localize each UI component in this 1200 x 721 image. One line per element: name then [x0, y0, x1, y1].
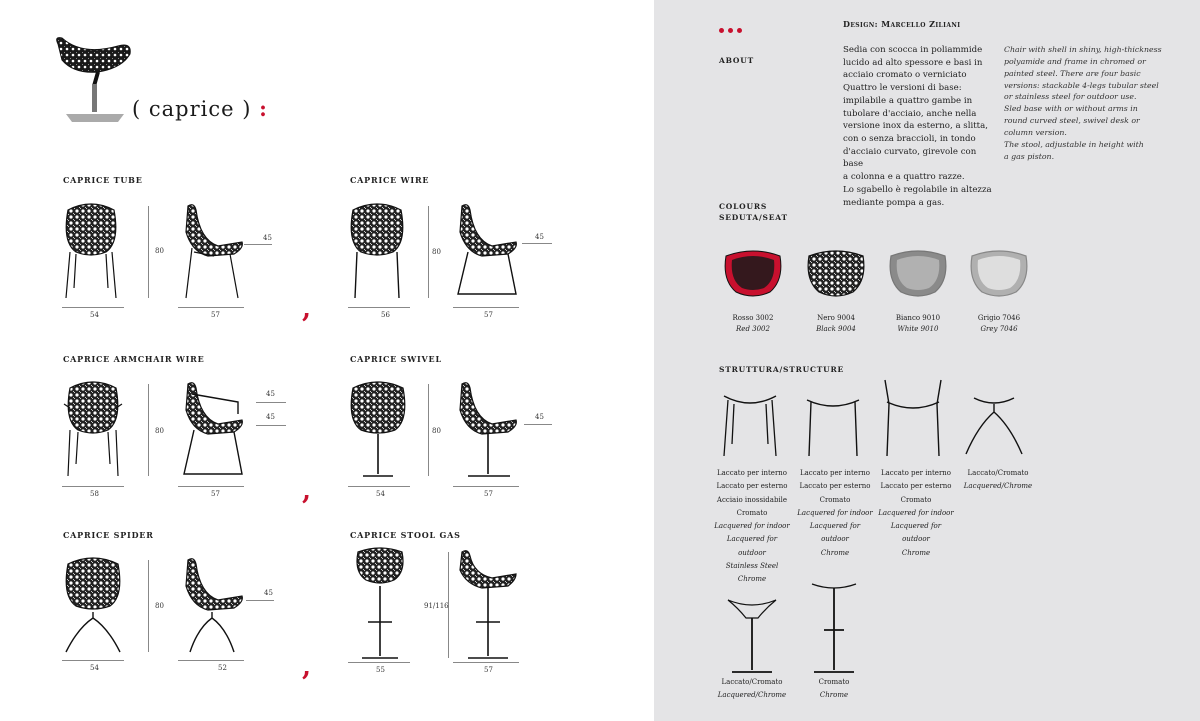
- product-title-stool-gas: CAPRICE STOOL GAS: [350, 530, 461, 540]
- swivel-height-line: [428, 384, 429, 476]
- hero-chair-photo: [52, 34, 134, 128]
- structure-caption-2: Laccato per interno Laccato per esterno Cromato Lacquered for indoor Lacquered for outdoor Chrome: [797, 469, 873, 557]
- wire-seat-dim: 45: [535, 233, 544, 241]
- colours-label: COLOURS SEDUTA/SEAT: [719, 202, 788, 222]
- brand-mark: :: [259, 96, 268, 121]
- swatch-caption-black: Nero 9004 Black 9004: [816, 314, 856, 334]
- armchair-width-dim: 58: [90, 490, 99, 498]
- spider-depth-line: [178, 660, 244, 661]
- brand-title: [132, 96, 268, 121]
- structure-wire-drawing: [803, 388, 863, 458]
- wire-front-drawing: [347, 202, 407, 302]
- wire-depth-dim: 57: [484, 311, 493, 319]
- spider-depth-dim: 52: [218, 664, 227, 672]
- brand-name: ( caprice ): [132, 97, 252, 121]
- swatch-red: [722, 250, 784, 300]
- separator-comma-3: ,: [302, 652, 312, 682]
- armchair-arm-dim: 45: [266, 390, 275, 398]
- structure-tube-drawing: [720, 388, 780, 458]
- product-title-wire: CAPRICE WIRE: [350, 175, 430, 185]
- swivel-width-dim: 54: [376, 490, 385, 498]
- structure-label: STRUTTURA/STRUCTURE: [719, 365, 845, 374]
- wire-width-line: [348, 307, 410, 308]
- wire-width-dim: 56: [381, 311, 390, 319]
- armchair-depth-dim: 57: [211, 490, 220, 498]
- wire-side-drawing: [452, 202, 522, 302]
- spider-width-line: [62, 660, 124, 661]
- designer-credit: Design: Marcello Ziliani: [843, 19, 961, 29]
- armchair-height-dim: 80: [155, 427, 164, 435]
- armchair-seat-dim: 45: [266, 413, 275, 421]
- structure-armchair-drawing: [881, 376, 945, 458]
- spider-height-line: [148, 560, 149, 652]
- spider-width-dim: 54: [90, 664, 99, 672]
- spider-front-drawing: [62, 556, 124, 656]
- structure-caption-4: Laccato/Cromato Lacquered/Chrome: [963, 469, 1033, 491]
- swivel-depth-line: [453, 486, 519, 487]
- swivel-height-dim: 80: [432, 427, 441, 435]
- tube-depth-line: [178, 307, 244, 308]
- spider-side-drawing: [178, 556, 250, 656]
- swivel-width-line: [348, 486, 410, 487]
- product-title-swivel: CAPRICE SWIVEL: [350, 354, 442, 364]
- tube-depth-dim: 57: [211, 311, 220, 319]
- wire-depth-line: [453, 307, 519, 308]
- tube-width-line: [62, 307, 124, 308]
- stool-width-line: [348, 662, 410, 663]
- product-title-armchair-wire: CAPRICE ARMCHAIR WIRE: [63, 354, 205, 364]
- swatch-caption-grey: Grigio 7046 Grey 7046: [977, 314, 1021, 334]
- structure-caption-1: Laccato per interno Laccato per esterno Acciaio inossidabile Cromato Lacquered for indoor Lacquered for outdoor Stainless Steel Chrome: [714, 469, 790, 584]
- stool-height-dim: 91/116: [424, 602, 449, 610]
- stool-front-drawing: [352, 546, 408, 662]
- spider-height-dim: 80: [155, 602, 164, 610]
- tube-width-dim: 54: [90, 311, 99, 319]
- structure-caption-5: Laccato/Cromato Lacquered/Chrome: [717, 678, 787, 700]
- spider-seat-line: [246, 600, 274, 601]
- swatch-caption-red: Rosso 3002 Red 3002: [732, 314, 774, 334]
- separator-comma-1: ,: [302, 294, 312, 324]
- product-title-tube: CAPRICE TUBE: [63, 175, 143, 185]
- structure-stool-drawing: [806, 578, 862, 676]
- swivel-seat-dim: 45: [535, 413, 544, 421]
- structure-caption-3: Laccato per interno Laccato per esterno Cromato Lacquered for indoor Lacquered for outdoor Chrome: [878, 469, 954, 557]
- swatch-grey: [968, 250, 1030, 300]
- product-title-spider: CAPRICE SPIDER: [63, 530, 154, 540]
- tube-height-line: [148, 206, 149, 298]
- armchair-seat-line: [256, 425, 286, 426]
- tube-side-drawing: [178, 202, 248, 302]
- stool-depth-line: [453, 662, 519, 663]
- red-dots-ornament: [719, 18, 746, 37]
- stool-side-drawing: [452, 546, 520, 662]
- swivel-depth-dim: 57: [484, 490, 493, 498]
- wire-seat-line: [522, 243, 552, 244]
- structure-caption-6: Cromato Chrome: [818, 678, 850, 700]
- tube-seat-line: [244, 244, 272, 245]
- tube-front-drawing: [62, 202, 120, 302]
- armchair-side-drawing: [178, 380, 250, 480]
- stool-depth-dim: 57: [484, 666, 493, 674]
- wire-height-dim: 80: [432, 248, 441, 256]
- stool-width-dim: 55: [376, 666, 385, 674]
- tube-seat-dim: 45: [263, 234, 272, 242]
- swatch-caption-white: Bianco 9010 White 9010: [895, 314, 941, 334]
- separator-comma-2: ,: [302, 476, 312, 506]
- about-label: ABOUT: [719, 56, 754, 65]
- tube-height-dim: 80: [155, 247, 164, 255]
- swivel-side-drawing: [452, 380, 524, 480]
- spider-seat-dim: 45: [264, 589, 273, 597]
- armchair-height-line: [148, 384, 149, 476]
- swivel-front-drawing: [347, 380, 409, 480]
- structure-spider-drawing: [962, 386, 1026, 458]
- armchair-front-drawing: [62, 380, 124, 480]
- swatch-black: [805, 250, 867, 300]
- about-italian: Sedia con scocca in poliammide lucido ad alto spessore e basi in acciaio cromato o verniciato Quattro le versioni di base: impilabile a quattro gambe in tubolare d'acciaio, anche nella versione inox da esterno, a slitta, con o senza braccioli, in tondo d'acciaio curvato, girevole con base a colonna e a quattro razze. Lo sgabello è regolabile in altezza mediante pompa a gas.: [843, 45, 992, 208]
- about-english: Chair with shell in shiny, high-thickness polyamide and frame in chromed or painted steel. There are four basic versions: stackable 4-legs tubular steel or stainless steel for outdoor use. Sled base with or without arms in round curved steel, swivel desk or column version. The stool, adjustable in height with a gas piston.: [1004, 45, 1162, 161]
- swatch-white: [887, 250, 949, 300]
- swivel-seat-line: [524, 424, 552, 425]
- armchair-depth-line: [178, 486, 244, 487]
- armchair-width-line: [62, 486, 124, 487]
- wire-height-line: [428, 206, 429, 298]
- structure-swivel-drawing: [722, 594, 782, 676]
- armchair-arm-line: [256, 402, 286, 403]
